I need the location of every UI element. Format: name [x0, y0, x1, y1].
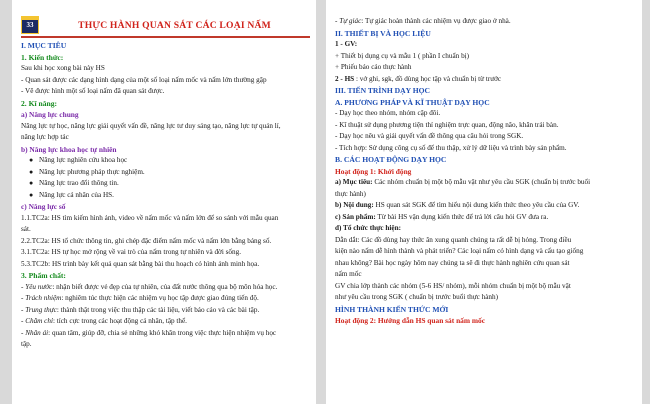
bullet-icon: ●: [29, 179, 34, 187]
text-line: 1.1.TC2a: HS tìm kiếm hình ảnh, video về nấm mốc và nấm lớn để so sánh với mẫu quan: [21, 213, 279, 222]
text-line: - Dạy học nêu và giải quyết vấn đề thông qua câu hỏi trong SGK.: [335, 132, 524, 140]
bullet-icon: ●: [29, 156, 34, 164]
heading-kien-thuc: 1. Kiến thức:: [21, 52, 64, 62]
heading-hoat-dong-2: Hoạt động 2: Hướng dẫn HS quan sát nấm mốc: [335, 316, 486, 325]
lesson-title: THỰC HÀNH QUAN SÁT CÁC LOẠI NẤM: [78, 19, 271, 31]
heading-phuong-phap: A. PHƯƠNG PHÁP VÀ KĨ THUẬT DẠY HỌC: [335, 97, 490, 107]
text-line: a) Mục tiêu: Các nhóm chuẩn bị một bộ mẫu vật như yêu cầu SGK (chuẩn bị trước buổi: [335, 178, 591, 186]
heading-nang-luc-so: c) Năng lực số: [21, 202, 66, 211]
text-line: Sau khi học xong bài này HS: [21, 64, 105, 72]
heading-ki-nang: 2. Kĩ năng:: [21, 98, 58, 108]
text-line: GV chia lớp thành các nhóm (5-6 HS/ nhóm), mỗi nhóm chuẩn bị một bộ mẫu vật: [335, 281, 571, 290]
text-line: Dẫn dắt: Các đồ dùng hay thức ăn xung quanh chúng ta rất dễ bị hỏng. Trong điều: [335, 235, 572, 244]
section-tien-trinh: III. TIẾN TRÌNH DẠY HỌC: [335, 86, 431, 95]
document-page-right: [326, 0, 642, 404]
heading-to-chuc: d) Tổ chức thực hiện:: [335, 224, 401, 232]
text-line: Năng lực tự học, năng lực giải quyết vấn đề, năng lực tư duy sáng tạo, năng lực tự quản lí,: [21, 121, 281, 130]
text-line: - Chăm chỉ: tích cực trong các hoạt động cá nhân, tập thể.: [21, 317, 187, 325]
text-line: - Tích hợp: Sử dụng công cụ số để thu thập, xử lý dữ liệu và trình bày sản phẩm.: [335, 143, 567, 152]
heading-nang-luc-khtn: b) Năng lực khoa học tự nhiên: [21, 144, 117, 154]
text-line: b) Nội dung: HS quan sát SGK để tìm hiểu nội dung kiến thức theo yêu cầu của GV.: [335, 201, 580, 209]
text-line: 3.1.TC2a: HS tự học mở rộng về vai trò của nấm trong tự nhiên và đời sống.: [21, 248, 242, 256]
text-line: 5.3.TC2b: HS trình bày kết quả quan sát bằng bài thu hoạch có hình ảnh minh họa.: [21, 259, 260, 268]
text-line: - Vẽ được hình một số loại nấm đã quan sát được.: [21, 87, 165, 95]
list-item: ● Năng lực nghiên cứu khoa học: [21, 155, 310, 167]
text-line: - Kĩ thuật sử dụng phương tiện thí nghiệm trực quan, động não, khăn trải bàn.: [335, 120, 559, 129]
list-item: ● Năng lực cá nhân của HS.: [21, 190, 310, 202]
text-line: thực hành): [335, 189, 366, 198]
section-muc-tieu: I. MỤC TIÊU: [21, 41, 67, 50]
text-line: - Trung thực: thành thật trong việc thu thập các tài liệu, viết báo cáo và các bài tập.: [21, 305, 260, 314]
text-line: - Tự giác: Tự giác hoàn thành các nhiệm vụ được giao ở nhà.: [335, 17, 511, 25]
text-line: 2 - HS : vở ghi, sgk, đồ dùng học tập và chuẩn bị từ trước: [335, 74, 502, 83]
text-line: năng lực hợp tác: [21, 133, 69, 141]
lesson-title-bar: [21, 14, 310, 38]
heading-gv: 1 - GV:: [335, 40, 358, 48]
bullet-icon: ●: [29, 190, 34, 199]
heading-pham-chat: 3. Phẩm chất:: [21, 271, 66, 280]
list-item: ● Năng lực trao đổi thông tin.: [21, 178, 310, 190]
text-line: c) Sản phẩm: Từ bài HS vận dụng kiến thức để trả lời câu hỏi GV đưa ra.: [335, 212, 549, 221]
text-line: như yêu cầu trong SGK ( chuẩn bị trước buổi thực hành): [335, 293, 498, 301]
lesson-number: 33: [21, 16, 39, 34]
text-line: - Yêu nước: nhận biết được vẻ đẹp của tự nhiên, của đất nước thông qua bộ môn hóa học.: [21, 282, 278, 291]
text-line: kiện nào nấm dễ hình thành và phát triển? Các loại nấm có hình dạng và cấu tạo giống: [335, 247, 584, 255]
text-line: - Trách nhiệm: nghiêm túc thực hiện các nhiệm vụ học tập được giao đúng tiến độ.: [21, 294, 259, 302]
heading-cac-hoat-dong: B. CÁC HOẠT ĐỘNG DẠY HỌC: [335, 155, 447, 164]
text-line: - Dạy học theo nhóm, nhóm cặp đôi.: [335, 109, 441, 117]
text-line: sát.: [21, 225, 31, 233]
list-item: ● Năng lực phương pháp thực nghiệm.: [21, 167, 310, 179]
text-line: + Phiếu báo cáo thực hành: [335, 63, 412, 71]
text-line: + Thiết bị dụng cụ và mẫu 1 ( phần I chuẩn bị): [335, 51, 470, 60]
document-page-left: [12, 0, 316, 404]
text-line: nấm mốc: [335, 270, 362, 278]
text-line: 2.2.TC2a: HS tổ chức thông tin, ghi chép đặc điểm nấm mốc và nấm lớn bằng bảng số.: [21, 236, 272, 245]
lesson-number-badge: [21, 16, 39, 34]
heading-hoat-dong-1: Hoạt động 1: Khởi động: [335, 166, 412, 176]
heading-nang-luc-chung: a) Năng lực chung: [21, 110, 79, 119]
bullet-icon: ●: [29, 167, 34, 176]
text-line: tập.: [21, 340, 32, 348]
text-line: - Nhân ái: quan tâm, giúp đỡ, chia sẻ những khó khăn trong việc thực hiện nhiệm vụ học: [21, 328, 277, 337]
text-line: - Quan sát được các dạng hình dạng của một số loại nấm mốc và nấm lớn thường gặp: [21, 75, 267, 84]
section-thiet-bi: II. THIẾT BỊ VÀ HỌC LIỆU: [335, 28, 431, 38]
text-line: nhau không? Bài học ngày hôm nay chúng ta sẽ đi thực hành nghiên cứu quan sát: [335, 258, 570, 267]
heading-hinh-thanh-kien-thuc: HÌNH THÀNH KIẾN THỨC MỚI: [335, 304, 449, 314]
